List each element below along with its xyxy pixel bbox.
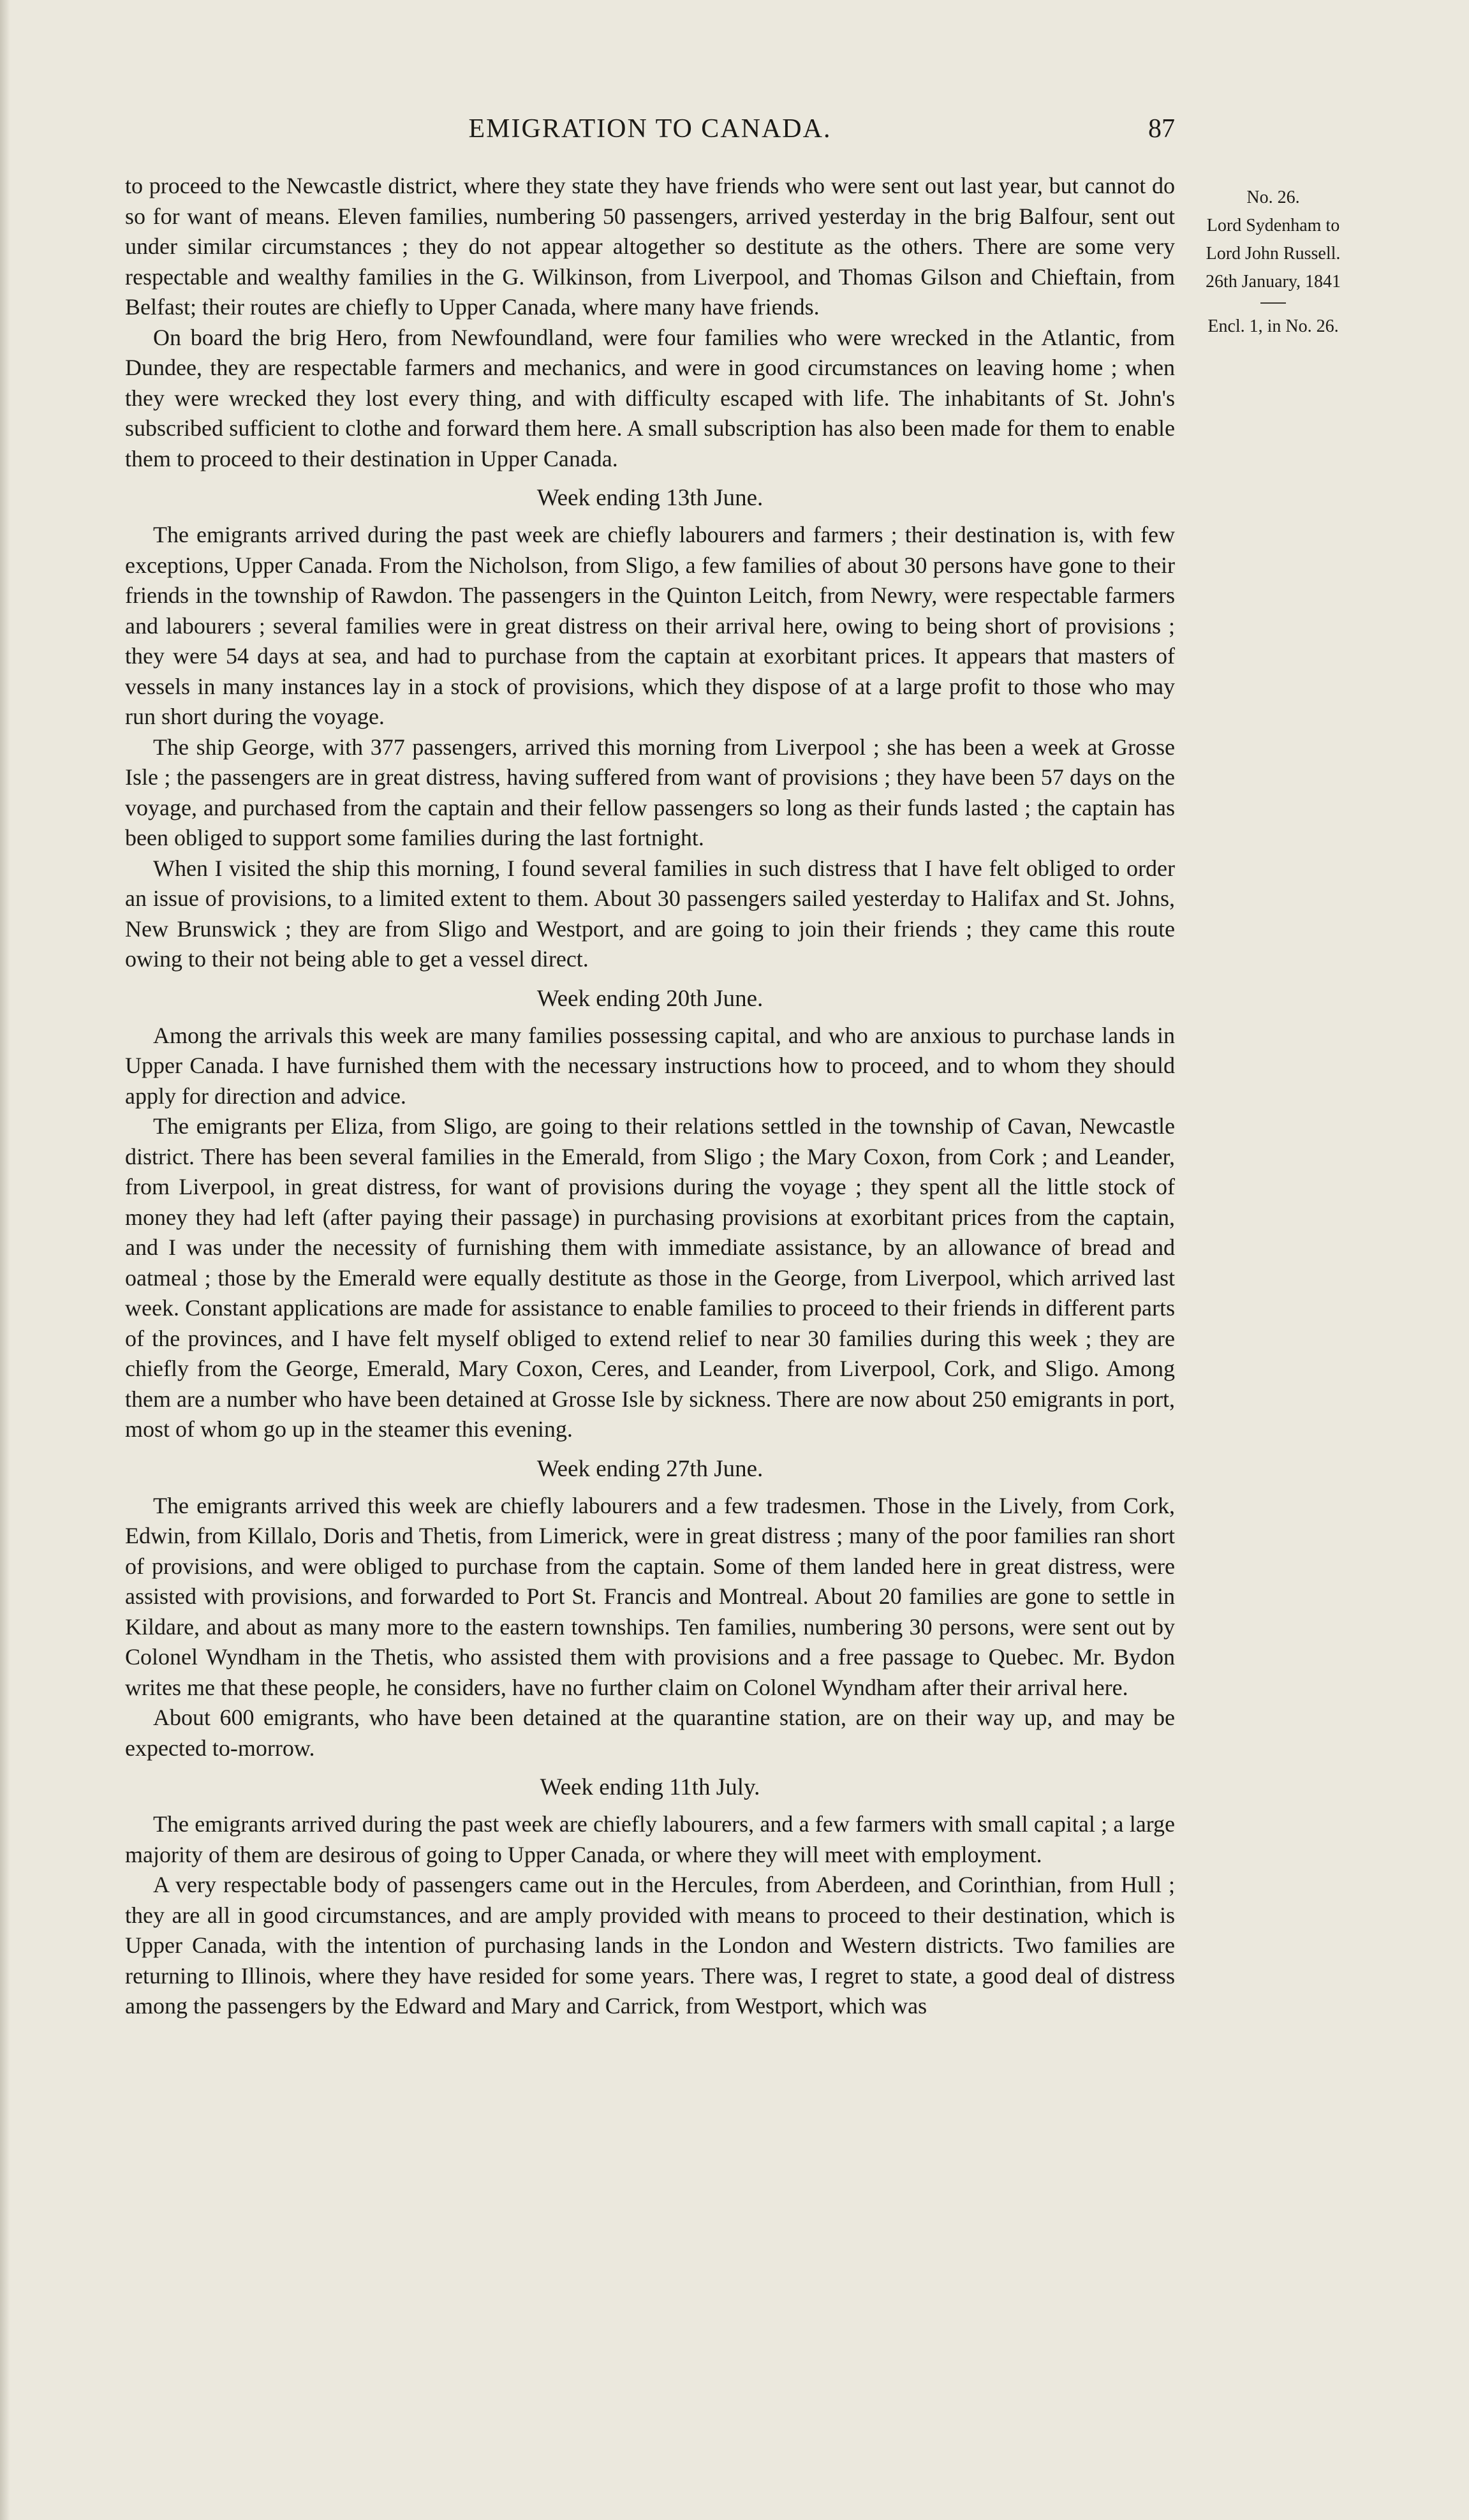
- running-head: [125, 114, 1175, 152]
- margin-note-from: Lord Sydenham to: [1206, 216, 1340, 235]
- margin-note-enclosure: Encl. 1, in No. 26.: [1207, 316, 1339, 336]
- paragraph: to proceed to the Newcastle district, where they state they have friends who were sent out last year, but cannot do so for want of means. Eleven families, numbering 50 passengers, arrived yesterday in the brig Balfour, sent out under similar circumstances ; they do not appear altogether so destitute as the others. There are some very respectable and wealthy families in the G. Wilkinson, from Liverpool, and Thomas Gilson and Chieftain, from Belfast; their routes are chiefly to Upper Canada, where many have friends.: [125, 173, 1175, 320]
- paragraph: The emigrants arrived this week are chiefly labourers and a few tradesmen. Those in the Lively, from Cork, Edwin, from Killalo, Doris and Thetis, from Limerick, were in great distress ; many of the poor families ran short of provisions, and were obliged to purchase from the captain. Some of them landed here in great distress, were assisted with provisions, and forwarded to Port St. Francis and Montreal. About 20 families are gone to settle in Kildare, and about as many more to the eastern townships. Ten families, numbering 30 persons, were sent out by Colonel Wyndham in the Thetis, who assisted them with provisions and a free passage to Quebec. Mr. Bydon writes me that these people, he considers, have no further claim on Colonel Wyndham after their arrival here.: [125, 1492, 1175, 1700]
- section-heading: Week ending 27th June.: [536, 1455, 764, 1482]
- margin-note-divider: [1260, 302, 1286, 304]
- page-title: EMIGRATION TO CANADA.: [468, 114, 832, 144]
- page-number: 87: [1148, 114, 1175, 144]
- paragraph: The ship George, with 377 passengers, arrived this morning from Liverpool ; she has been a week at Grosse Isle ; the passengers are in great distress, having suffered from want of provisions ; they have been 57 days on the voyage, and purchased from the captain and their fellow passengers so long as their funds lasted ; the captain has been obliged to support some families during the last fortnight.: [125, 734, 1175, 850]
- paragraph: A very respectable body of passengers came out in the Hercules, from Aberdeen, and Corinthian, from Hull ; they are all in good circumstances, and are amply provided with means to proceed to their destination, which is Upper Canada, with the intention of purchasing lands in the London and Western districts. Two families are returning to Illinois, where they have resided for some years. There was, I regret to state, a good deal of distress among the passengers by the Edward and Mary and Carrick, from Westport, which was: [125, 1872, 1175, 2019]
- paragraph: When I visited the ship this morning, I found several families in such distress that I have felt obliged to order an issue of provisions, to a limited extent to them. About 30 passengers sailed yesterday to Halifax and St. Johns, New Brunswick ; they are from Sligo and Westport, and are going to join their friends ; they came this route owing to their not being able to get a vessel direct.: [125, 855, 1175, 972]
- section-heading: Week ending 11th July.: [540, 1774, 760, 1800]
- paragraph: About 600 emigrants, who have been detained at the quarantine station, are on their way up, and may be expected to-morrow.: [125, 1705, 1175, 1761]
- paragraph: Among the arrivals this week are many families possessing capital, and who are anxious to purchase lands in Upper Canada. I have furnished them with the necessary instructions how to proceed, and to whom they should apply for direction and advice.: [125, 1022, 1175, 1109]
- section-heading: Week ending 13th June.: [536, 485, 764, 511]
- paragraph: The emigrants per Eliza, from Sligo, are going to their relations settled in the township of Cavan, Newcastle district. There has been several families in the Emerald, from Sligo ; the Mary Coxon, from Cork ; and Leander, from Liverpool, in great distress, for want of provisions during the voyage ; they spent all the little stock of money they had left (after paying their passage) in purchasing provisions at exorbitant prices from the captain, and I was under the necessity of furnishing them with immediate assistance, by an allowance of bread and oatmeal ; those by the Emerald were equally destitute as those in the George, from Liverpool, which arrived last week. Constant applications are made for assistance to enable families to proceed to their friends in different parts of the provinces, and I have felt myself obliged to extend relief to near 30 families during this week ; they are chiefly from the George, Emerald, Mary Coxon, Ceres, and Leander, from Liverpool, Cork, and Sligo. Among them are a number who have been detained at Grosse Isle by sickness. There are now about 250 emigrants in port, most of whom go up in the steamer this evening.: [125, 1113, 1175, 1442]
- margin-notes: [1177, 184, 1369, 341]
- section-heading: Week ending 20th June.: [536, 985, 764, 1012]
- letter-body: [125, 171, 1175, 2022]
- paragraph: The emigrants arrived during the past week are chiefly labourers, and a few farmers with small capital ; a large majority of them are desirous of going to Upper Canada, or where they will meet with employment.: [125, 1811, 1175, 1867]
- margin-note-number: No. 26.: [1246, 188, 1300, 207]
- paragraph: On board the brig Hero, from Newfoundland, were four families who were wrecked in the Atlantic, from Dundee, they are respectable farmers and mechanics, and were in good circumstances on leaving home ; when they were wrecked they lost every thing, and with difficulty escaped with life. The inhabitants of St. John's subscribed sufficient to clothe and forward them here. A small subscription has also been made for them to enable them to proceed to their destination in Upper Canada.: [125, 324, 1175, 471]
- page-edge-shadow: [0, 0, 10, 2520]
- margin-note-to: Lord John Russell.: [1206, 244, 1341, 263]
- margin-note-date: 26th January, 1841: [1205, 272, 1341, 292]
- paragraph: The emigrants arrived during the past week are chiefly labourers and farmers ; their destination is, with few exceptions, Upper Canada. From the Nicholson, from Sligo, a few families of about 30 persons have gone to their friends in the township of Rawdon. The passengers in the Quinton Leitch, from Newry, were respectable farmers and labourers ; several families were in great distress on their arrival here, owing to being short of provisions ; they were 54 days at sea, and had to purchase from the captain at exorbitant prices. It appears that masters of vessels in many instances lay in a stock of provisions, which they dispose of at a large profit to those who may run short during the voyage.: [125, 522, 1175, 729]
